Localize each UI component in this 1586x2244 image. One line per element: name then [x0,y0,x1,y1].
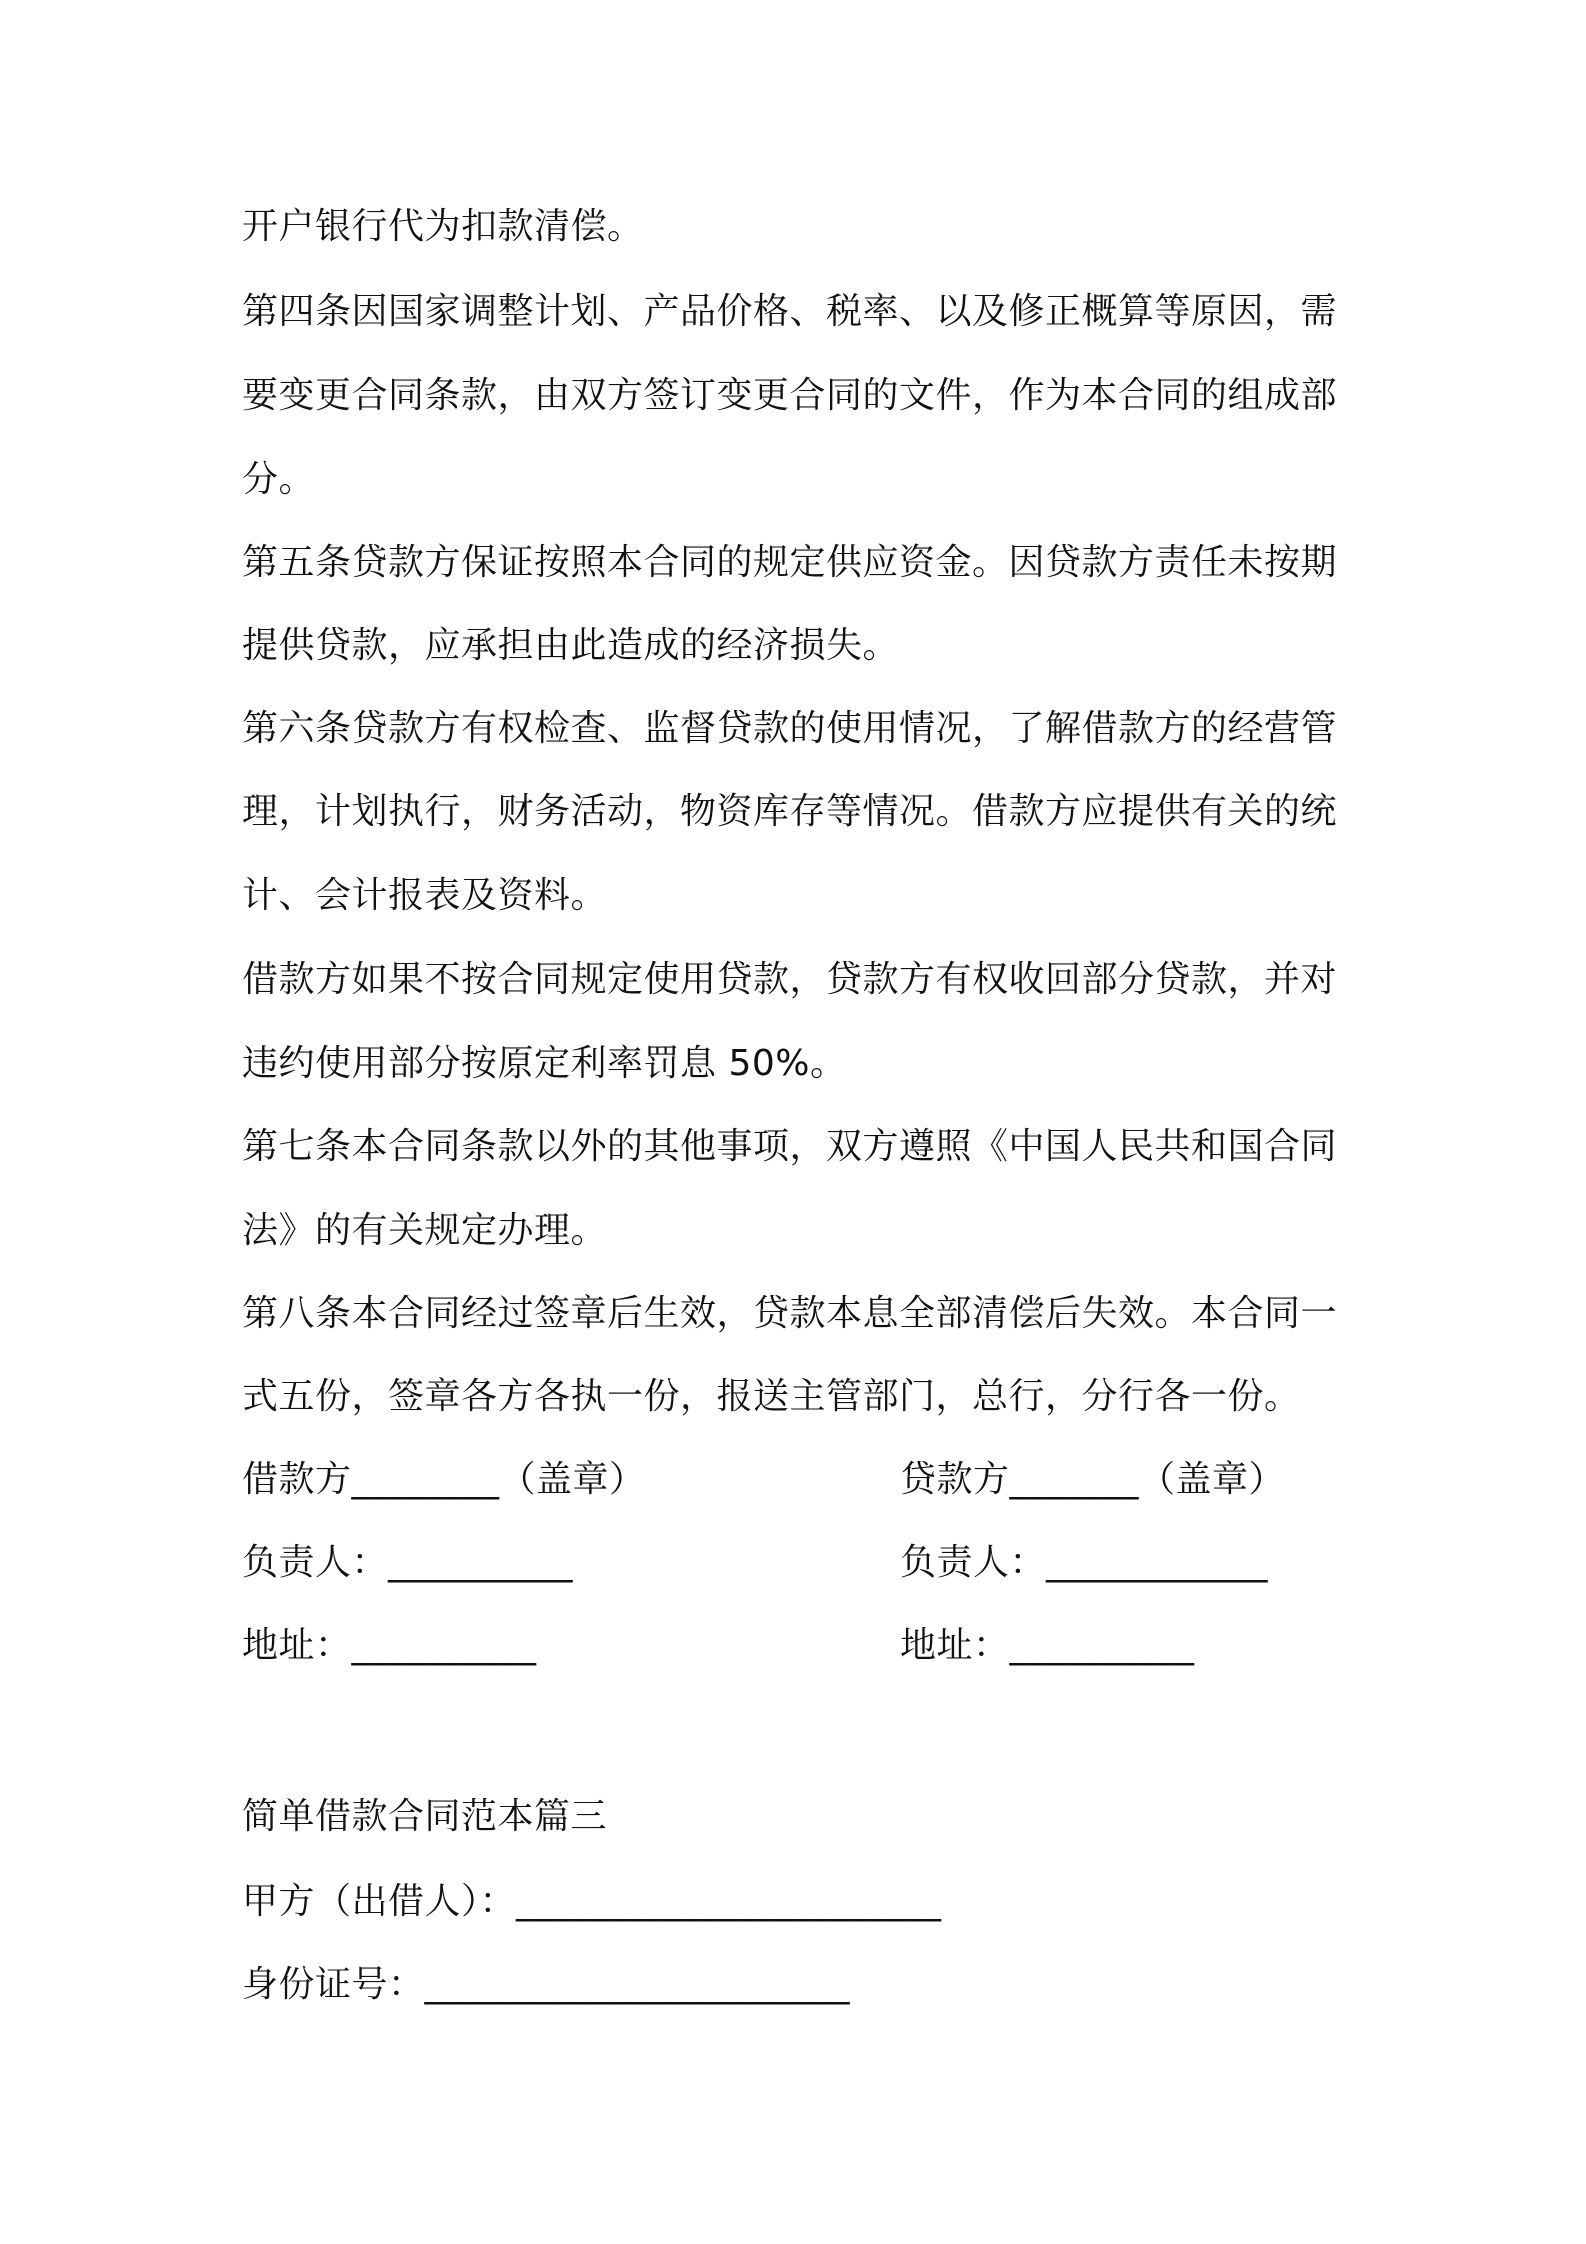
paragraph-line: 式五份，签章各方各执一份，报送主管部门，总行，分行各一份。 [242,1376,1301,1417]
paragraph-line: 违约使用部分按原定利率罚息 50%。 [242,1043,847,1084]
paragraph-line: 借款方如果不按合同规定使用贷款，贷款方有权收回部分贷款，并对 [242,959,1338,1000]
borrower-responsible-person: 负责人：__________ [242,1542,574,1583]
party-a-lender-line: 甲方（出借人）：_______________________ [242,1881,942,1922]
paragraph-line: 第八条本合同经过签章后生效，贷款本息全部清偿后失效。本合同一 [242,1293,1338,1334]
paragraph-line: 开户银行代为扣款清偿。 [242,206,644,247]
id-number-line: 身份证号：_______________________ [242,1964,851,2005]
paragraph-line: 理，计划执行，财务活动，物资库存等情况。借款方应提供有关的统 [242,791,1338,832]
section-title: 简单借款合同范本篇三 [242,1796,608,1837]
lender-seal-line: 贷款方_______（盖章） [900,1459,1286,1500]
paragraph-line: 第七条本合同条款以外的其他事项，双方遵照《中国人民共和国合同 [242,1126,1338,1167]
paragraph-line: 第四条因国家调整计划、产品价格、税率、以及修正概算等原因，需 [242,291,1338,332]
paragraph-line: 提供贷款，应承担由此造成的经济损失。 [242,625,900,666]
paragraph-line: 第五条贷款方保证按照本合同的规定供应资金。因贷款方责任未按期 [242,542,1338,583]
paragraph-line: 分。 [242,459,316,500]
lender-address: 地址：__________ [900,1625,1195,1666]
borrower-address: 地址：__________ [242,1625,537,1666]
paragraph-line: 计、会计报表及资料。 [242,875,608,916]
paragraph-line: 第六条贷款方有权检查、监督贷款的使用情况，了解借款方的经营管 [242,708,1338,749]
paragraph-line: 法》的有关规定办理。 [242,1210,608,1251]
lender-responsible-person: 负责人：____________ [900,1542,1269,1583]
borrower-seal-line: 借款方________（盖章） [242,1459,646,1500]
paragraph-line: 要变更合同条款，由双方签订变更合同的文件，作为本合同的组成部 [242,375,1338,416]
